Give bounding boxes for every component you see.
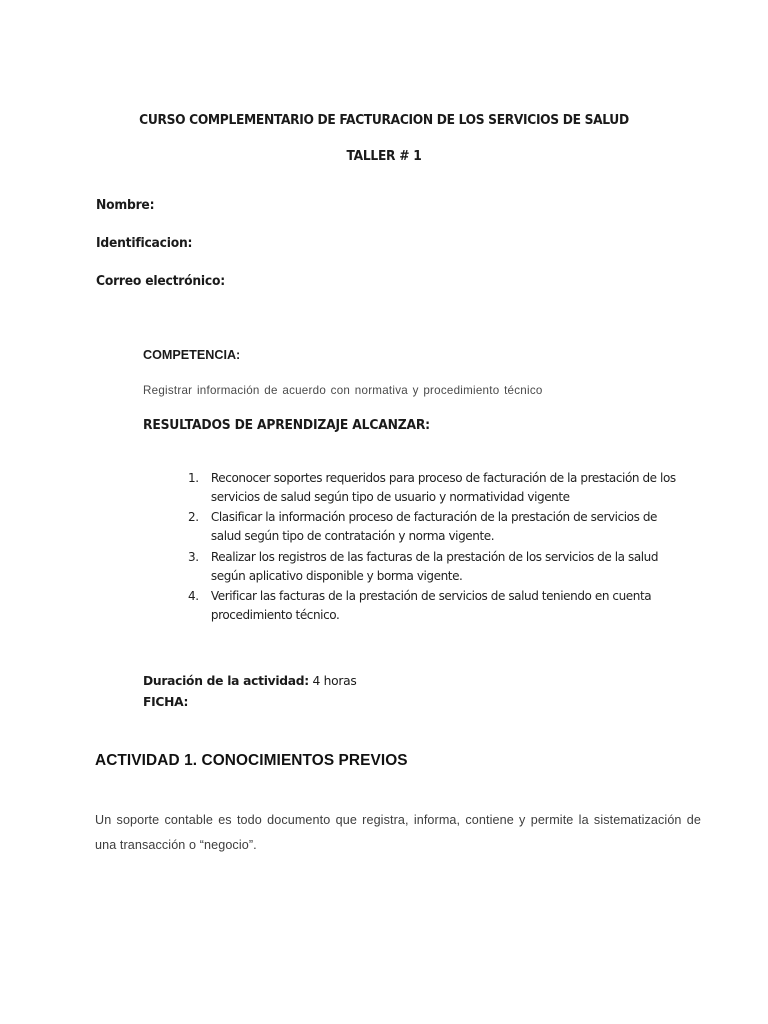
list-item-text: Clasificar la información proceso de facturación de la prestación de servicios de salud según tipo de contratación y norma vigente. [210, 509, 658, 544]
list-item-number: 3. [188, 548, 199, 564]
list-item-text: Reconocer soportes requeridos para proceso de facturación de la prestación de los servicios de salud según tipo de usuario y normatividad vigente [210, 470, 676, 505]
ficha-label: FICHA: [143, 694, 189, 710]
document-title: CURSO COMPLEMENTARIO DE FACTURACION DE LOS SERVICIOS DE SALUD [139, 113, 629, 128]
document-title-block [0, 112, 768, 164]
field-label-correo-electronico: Correo electrónico: [96, 274, 225, 289]
list-item-number: 2. [188, 509, 199, 525]
document-subtitle: TALLER # 1 [346, 148, 422, 164]
duration-value: 4 horas [312, 674, 357, 689]
list-item [188, 547, 681, 585]
competence-section [143, 348, 703, 433]
ficha-row [143, 693, 585, 714]
list-item-number: 4. [188, 587, 199, 603]
competencia-description: Registrar información de acuerdo con normativa y procedimiento técnico [143, 384, 543, 397]
resultados-aprendizaje-heading: RESULTADOS DE APRENDIZAJE ALCANZAR: [143, 418, 430, 433]
field-label-nombre: Nombre: [96, 198, 155, 213]
duration-row [143, 672, 585, 693]
activity-paragraph [95, 808, 701, 859]
list-item [188, 507, 681, 545]
competencia-heading: COMPETENCIA: [143, 348, 241, 362]
list-item-text: Verificar las facturas de la prestación de servicios de salud teniendo en cuenta procedimiento técnico. [210, 587, 652, 622]
activity-heading: ACTIVIDAD 1. CONOCIMIENTOS PREVIOS [95, 752, 408, 769]
learning-outcomes-list [188, 468, 704, 625]
duration-label: Duración de la actividad: [143, 674, 309, 689]
field-label-identificacion: Identificacion: [96, 236, 193, 251]
list-item [188, 586, 681, 624]
list-item [188, 468, 681, 506]
list-item-text: Realizar los registros de las facturas de la prestación de los servicios de la salud según aplicativo disponible y borma vigente. [210, 548, 659, 583]
identity-fields [96, 198, 516, 312]
list-item-number: 1. [188, 470, 199, 485]
activity-paragraph-text: Un soporte contable es todo documento que registra, informa, contiene y permite la sistematización de una transacción o “negocio”. [95, 813, 701, 853]
duration-section [143, 672, 603, 713]
